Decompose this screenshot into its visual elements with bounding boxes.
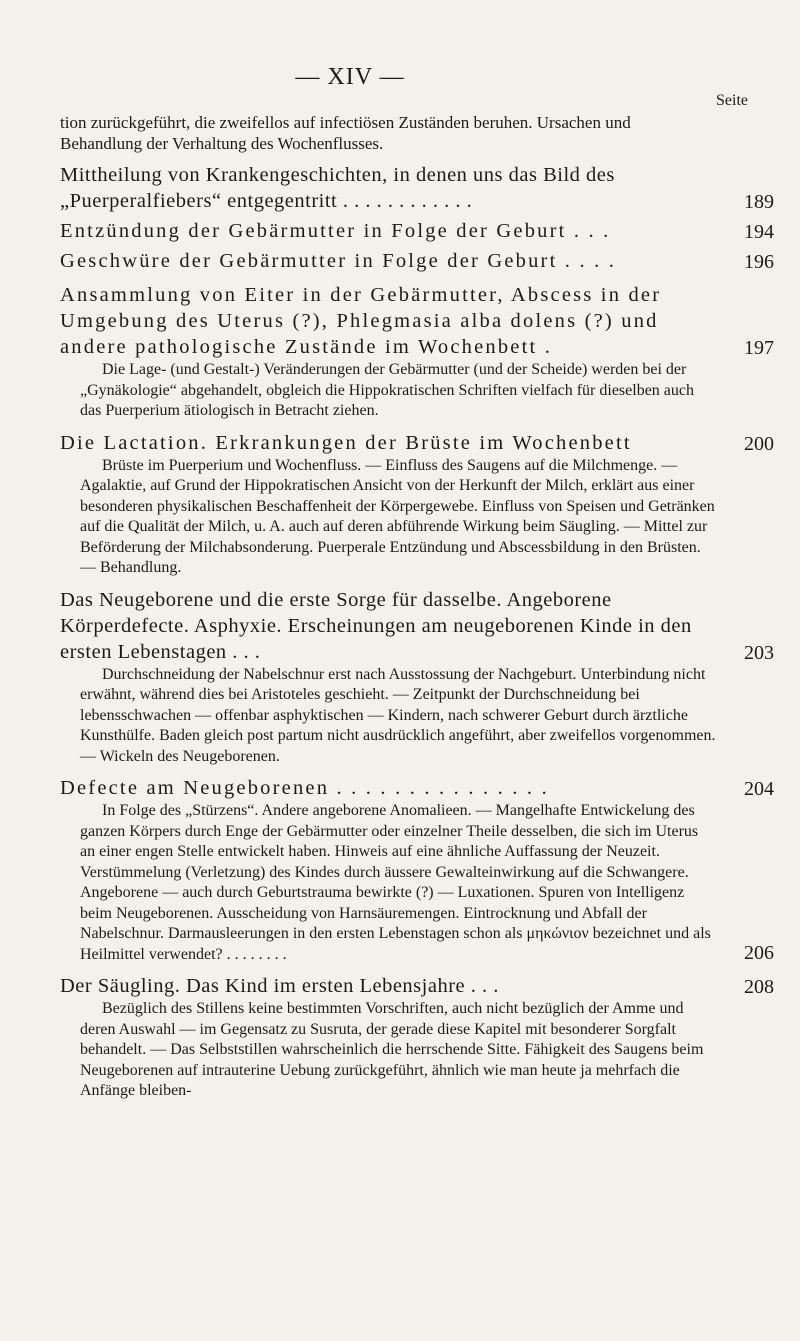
entry-page: 196 [744,251,774,273]
toc-entry [60,973,780,999]
entry-title: Die Lactation. Erkrankungen der Brüste im Wochenbett [60,431,632,454]
intro-text: tion zurückgeführt, die zweifellos auf infectiösen Zuständen beruhen. Ursachen und Behandlung der Verhaltung des Wochenflusses. [60,113,631,153]
entry-page: 203 [744,641,774,664]
entry-description: In Folge des „Stürzens“. Andere angeborene Anomalieen. — Mangelhafte Entwickelung des ganzen Körpers durch Enge der Gebärmutter oder einzelner Theile desselben, die sich im Uterus an einer engen Stelle entwickelt haben. Hinweis auf eine ähnliche Auffassung der Neuzeit. Verstümmelung (Verletzung) des Kindes durch äussere Gewalteinwirkung auf die Schwangere. Angeborene — auch durch Geburtstrauma bewirkte (?) — Luxationen. Spuren von Intelligenz beim Neugeborenen. Ausscheidung von Harnsäuremengen. Eintrocknung und Abfall der Nabelschnur. Darmausleerungen in den ersten Lebenstagen schon als μηκώνιον bezeichnet und als Heilmittel verwendet? . . . . . . . . [80,802,711,963]
entry-page: 194 [744,221,774,243]
toc-entry [60,801,780,965]
entry-title: Mittheilung von Krankengeschichten, in denen uns das Bild des „Puerperalfiebers“ entgegentritt . . . . . . . . . . . . [60,164,615,212]
toc-entry [60,162,780,214]
entry-title: Der Säugling. Das Kind im ersten Lebensjahre . . . [60,975,499,997]
entry-description: Durchschneidung der Nabelschnur erst nach Ausstossung der Nachgeburt. Unterbindung nicht erwähnt, während dies bei Aristoteles geschieht. — Zeitpunkt der Durchschneidung bei lebensschwachen — offenbar asphyktischen — Kindern, nach schwerer Geburt durch ärztliche Kunsthülfe. Baden gleich post partum nicht ausdrücklich angeführt, aber zweifellos vorgenommen. — Wickeln des Neugeborenen. [80,665,716,765]
entry-page: 189 [744,191,774,213]
toc-entry [60,282,780,360]
page-column-label: Seite [716,92,748,109]
entry-description: Brüste im Puerperium und Wochenfluss. — Einfluss des Saugens auf die Milchmenge. — Agalaktie, auf Grund der Hippokratischen Ansicht von der Herkunft der Milch, erklärt aus einer besonderen physikalischen Beschaffenheit der Körpergewebe. Einfluss von Speisen und Getränken auf die Qualität der Milch, u. A. auch auf deren abführende Wirkung beim Säugling. — Mittel zur Beförderung der Milchabsonderung. Puerperale Entzündung und Abscessbildung in den Brüsten. — Behandlung. [80,456,715,576]
table-of-contents [60,112,780,1102]
entry-page: 206 [744,942,774,964]
toc-entry [60,218,780,244]
entry-page: 200 [744,432,774,455]
toc-entry [60,248,780,274]
entry-page: 208 [744,976,774,998]
toc-entry [60,587,780,665]
entry-title: Ansammlung von Eiter in der Gebärmutter, Abscess in der Umgebung des Uterus (?), Phlegmasia alba dolens (?) und andere pathologische Zustände im Wochenbett . [60,284,662,358]
entry-title: Geschwüre der Gebärmutter in Folge der Geburt . . . . [60,250,617,272]
entry-description: Die Lage- (und Gestalt-) Veränderungen der Gebärmutter (und der Scheide) werden bei der „Gynäkologie“ abgehandelt, obgleich die Hippokratischen Schriften vielfach für dieselben auch das Puerperium ätiologisch in Betracht ziehen. [80,361,694,419]
entry-page: 204 [744,778,774,800]
toc-entry [60,430,780,456]
page-number: — XIV — [295,64,405,90]
entry-title: Das Neugeborene und die erste Sorge für dasselbe. Angeborene Körperdefecte. Asphyxie. Erscheinungen am neugeborenen Kinde in den ersten Lebenstagen . . . [60,588,692,663]
toc-entry [60,775,780,801]
entry-title: Entzündung der Gebärmutter in Folge der Geburt . . . [60,220,611,242]
entry-page: 197 [744,337,774,359]
entry-description: Bezüglich des Stillens keine bestimmten Vorschriften, auch nicht bezüglich der Amme und deren Auswahl — im Gegensatz zu Susruta, der gerade diese Kapitel mit besonderer Sorgfalt behandelt. — Das Selbststillen wahrscheinlich die herrschende Sitte. Fähigkeit des Saugens beim Neugeborenen auf intrauterine Uebung zurückgeführt, ähnlich wie man heute ja mehrfach die Anfänge bleiben- [80,1000,704,1099]
entry-title: Defecte am Neugeborenen . . . . . . . . . . . . . . . [60,777,549,799]
